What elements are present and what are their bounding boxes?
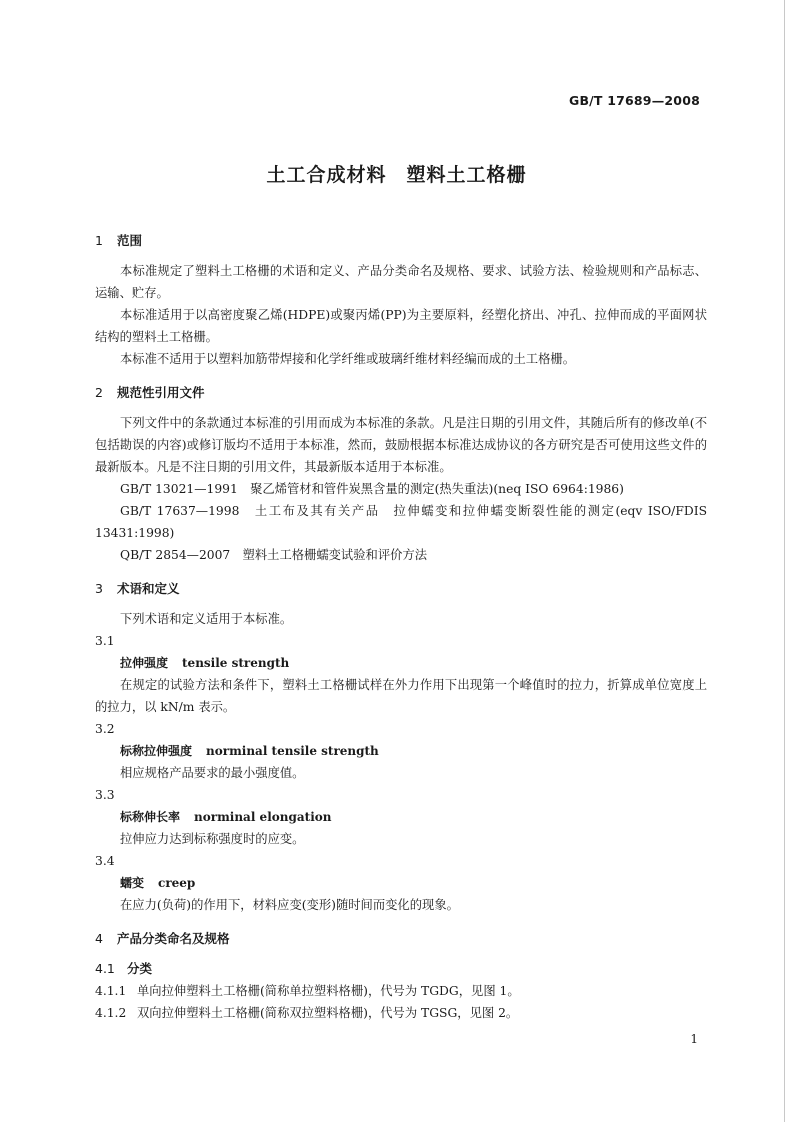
term-heading bbox=[95, 652, 707, 674]
term-definition: 相应规格产品要求的最小强度值。 bbox=[120, 766, 305, 780]
paragraph: 本标准适用于以高密度聚乙烯(HDPE)或聚丙烯(PP)为主要原料，经塑化挤出、冲孔、拉伸而成的平面网状结构的塑料土工格栅。 bbox=[95, 308, 707, 344]
clause-text: 双向拉伸塑料土工格栅(简称双拉塑料格栅)，代号为 TGSG，见图 2。 bbox=[137, 1006, 519, 1020]
term-number: 3.4 bbox=[95, 854, 115, 868]
section-number: 3 bbox=[95, 581, 103, 596]
term-heading bbox=[95, 740, 707, 762]
section-3-heading bbox=[95, 578, 707, 600]
clause-text: 单向拉伸塑料土工格栅(简称单拉塑料格栅)，代号为 TGDG，见图 1。 bbox=[137, 984, 520, 998]
term-definition: 拉伸应力达到标称强度时的应变。 bbox=[120, 832, 305, 846]
term-heading bbox=[95, 872, 707, 894]
document-body bbox=[95, 230, 707, 1024]
section-number: 1 bbox=[95, 233, 103, 248]
paragraph: 本标准不适用于以塑料加筋带焊接和化学纤维或玻璃纤维材料经编而成的土工格栅。 bbox=[120, 352, 575, 366]
reference-item: GB/T 13021—1991 聚乙烯管材和管件炭黑含量的测定(热失重法)(neq ISO 6964:1986) bbox=[120, 482, 624, 496]
term-number: 3.1 bbox=[95, 634, 115, 648]
page-number: 1 bbox=[690, 1032, 698, 1046]
section-title: 范围 bbox=[117, 233, 143, 248]
term-cn: 标称拉伸强度 bbox=[120, 744, 193, 758]
term-cn: 标称伸长率 bbox=[120, 810, 181, 824]
section-number: 4 bbox=[95, 931, 103, 946]
reference-item: QB/T 2854—2007 塑料土工格栅蠕变试验和评价方法 bbox=[120, 548, 428, 562]
paragraph: 下列文件中的条款通过本标准的引用而成为本标准的条款。凡是注日期的引用文件，其随后所有的修改单(不包括勘误的内容)或修订版均不适用于本标准，然而，鼓励根据本标准达成协议的各方研究是否可使用这些文件的最新版本。凡是不注日期的引用文件，其最新版本适用于本标准。 bbox=[95, 416, 707, 474]
reference-item: GB/T 17637—1998 土工布及其有关产品 拉伸蠕变和拉伸蠕变断裂性能的测定(eqv ISO/FDIS 13431:1998) bbox=[95, 504, 707, 540]
term-definition: 在应力(负荷)的作用下，材料应变(变形)随时间而变化的现象。 bbox=[120, 898, 459, 912]
subsection-number: 4.1 bbox=[95, 961, 115, 976]
section-number: 2 bbox=[95, 385, 103, 400]
clause bbox=[95, 1002, 707, 1024]
section-2-heading bbox=[95, 382, 707, 404]
section-title: 规范性引用文件 bbox=[117, 385, 205, 400]
section-title: 术语和定义 bbox=[117, 581, 180, 596]
clause-number: 4.1.2 bbox=[95, 1006, 127, 1020]
paragraph: 本标准规定了塑料土工格栅的术语和定义、产品分类命名及规格、要求、试验方法、检验规则和产品标志、运输、贮存。 bbox=[95, 264, 707, 300]
term-cn: 蠕变 bbox=[120, 876, 145, 890]
subsection-title: 分类 bbox=[127, 961, 153, 976]
document-title: 土工合成材料 塑料土工格栅 bbox=[266, 164, 527, 186]
clause-number: 4.1.1 bbox=[95, 984, 127, 998]
section-1-heading bbox=[95, 230, 707, 252]
term-number: 3.3 bbox=[95, 788, 115, 802]
standard-code: GB/T 17689—2008 bbox=[568, 93, 700, 108]
section-4-heading bbox=[95, 928, 707, 950]
section-title: 产品分类命名及规格 bbox=[117, 931, 230, 946]
term-definition: 在规定的试验方法和条件下，塑料土工格栅试样在外力作用下出现第一个峰值时的拉力，折算成单位宽度上的拉力，以 kN/m 表示。 bbox=[95, 678, 707, 714]
term-en: creep bbox=[158, 876, 196, 890]
term-en: norminal tensile strength bbox=[206, 744, 379, 758]
term-en: norminal elongation bbox=[194, 810, 332, 824]
subsection-4-1-heading bbox=[95, 958, 707, 980]
clause bbox=[95, 980, 707, 1002]
paragraph: 下列术语和定义适用于本标准。 bbox=[120, 612, 293, 626]
term-number: 3.2 bbox=[95, 722, 115, 736]
term-heading bbox=[95, 806, 707, 828]
term-cn: 拉伸强度 bbox=[120, 656, 169, 670]
term-en: tensile strength bbox=[182, 656, 290, 670]
